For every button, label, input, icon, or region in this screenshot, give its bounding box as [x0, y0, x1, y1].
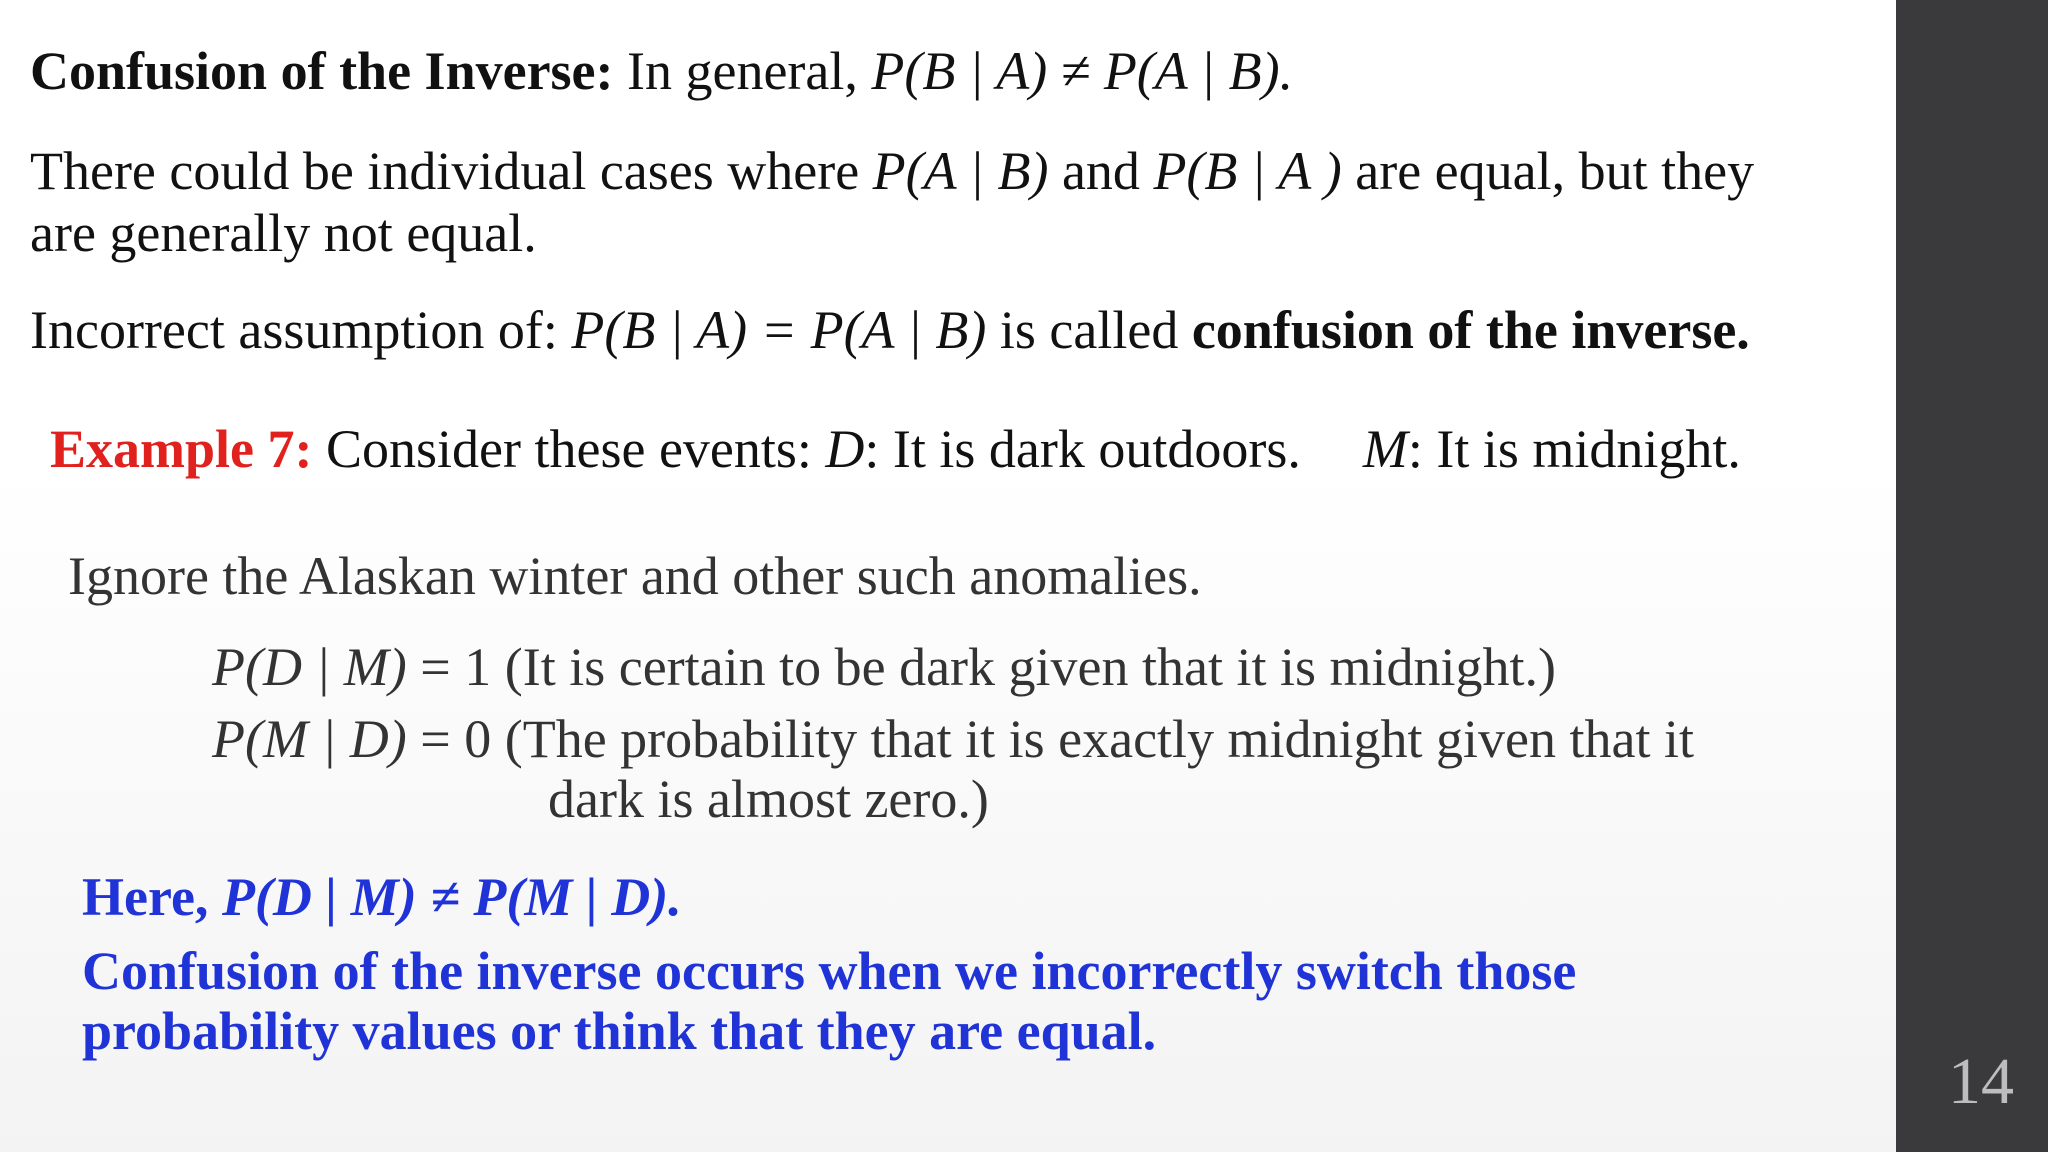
p1-formula-1: P(A | B): [872, 141, 1049, 201]
slide-sidebar: [1896, 0, 2048, 1152]
p1-text-b: and: [1048, 141, 1154, 201]
p1-text-c: are equal, but they: [1341, 141, 1755, 201]
heading-text: In general,: [613, 41, 872, 101]
here-formula: P(D | M) ≠ P(M | D).: [221, 867, 682, 927]
paragraph2-line: [30, 299, 1750, 361]
event-m-var: M: [1362, 419, 1408, 479]
heading-formula: P(B | A) ≠ P(A | B).: [871, 41, 1294, 101]
heading-title: Confusion of the Inverse:: [30, 41, 614, 101]
pdm-line: [212, 636, 1556, 698]
example-text: Consider these events:: [312, 419, 826, 479]
event-d-text: : It is dark outdoors.: [864, 419, 1301, 479]
p1-text-a: There could be individual cases where: [30, 141, 873, 201]
p2-bold: confusion of the inverse.: [1191, 300, 1750, 360]
pdm-text: = 1 (It is certain to be dark given that it is midnight.): [406, 637, 1556, 697]
pmd-line: [212, 708, 1694, 770]
example-label: Example 7:: [50, 419, 313, 479]
heading-line: [30, 40, 1293, 102]
conclusion-line1: Confusion of the inverse occurs when we incorrectly switch those: [82, 941, 1577, 1001]
pmd-text: = 0 (The probability that it is exactly midnight given that it: [406, 709, 1695, 769]
p2-text-a: Incorrect assumption of:: [30, 300, 572, 360]
paragraph1-line2: are generally not equal.: [30, 203, 537, 263]
pmd-formula: P(M | D): [212, 709, 407, 769]
p1-formula-2: P(B | A ): [1153, 141, 1342, 201]
conclusion-line2: probability values or think that they are equal.: [82, 1001, 1157, 1061]
page-number: 14: [1948, 1045, 2014, 1118]
example-line: [50, 418, 1741, 480]
event-m-text: : It is midnight.: [1407, 419, 1741, 479]
here-text: Here,: [82, 867, 222, 927]
event-d-var: D: [825, 419, 865, 479]
ignore-line: Ignore the Alaskan winter and other such anomalies.: [68, 546, 1202, 606]
pmd-line2: dark is almost zero.): [548, 769, 989, 829]
here-line: [82, 866, 682, 928]
pdm-formula: P(D | M): [212, 637, 407, 697]
p2-formula: P(B | A) = P(A | B): [571, 300, 987, 360]
p2-text-b: is called: [986, 300, 1192, 360]
paragraph1-line1: [30, 140, 1754, 202]
